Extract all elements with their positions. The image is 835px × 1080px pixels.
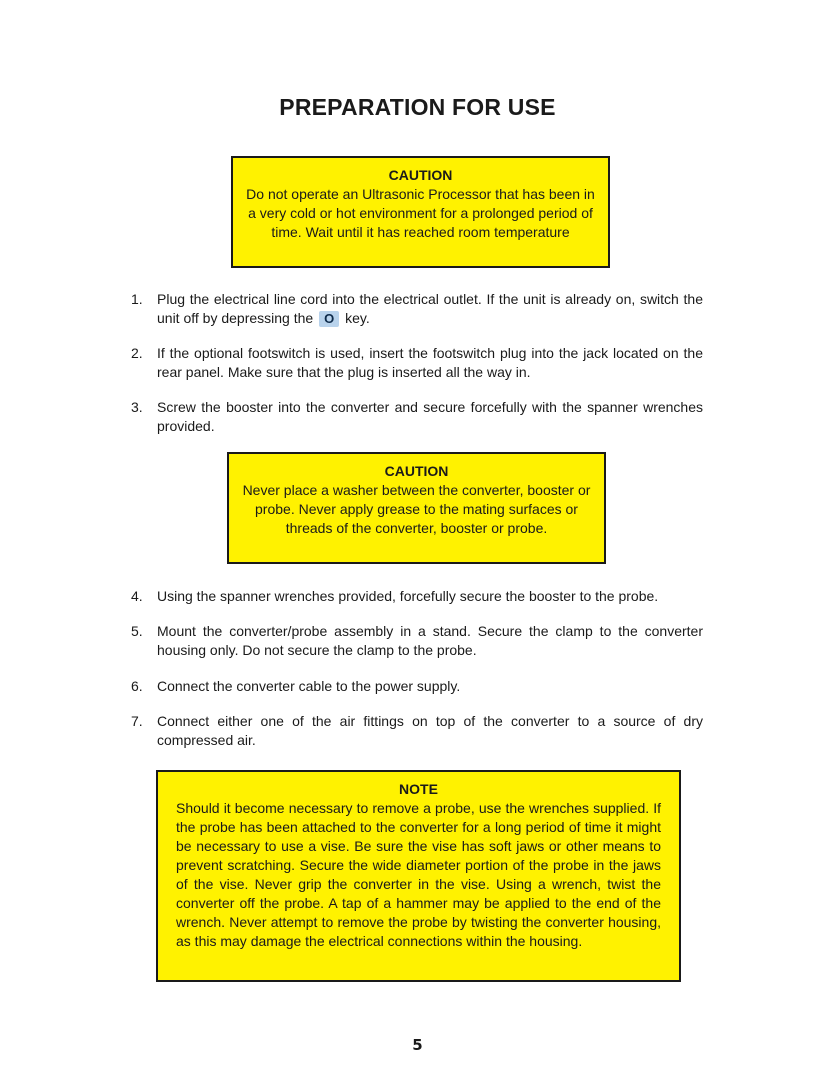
caution-box-washer: [227, 452, 606, 564]
step-number: 3.: [131, 399, 143, 415]
step-text: If the optional footswitch is used, insert the footswitch plug into the jack located on the rear panel. Make sure that the plug is inserted all the way in.: [157, 345, 703, 380]
step-text: Using the spanner wrenches provided, forcefully secure the booster to the probe.: [157, 588, 659, 604]
step-item-7: [131, 712, 703, 750]
page-title: PREPARATION FOR USE: [279, 94, 556, 120]
page-number: 5: [412, 1036, 423, 1054]
step-item-1: [131, 290, 703, 328]
step-item-5: [131, 622, 703, 660]
step-item-4: [131, 587, 703, 606]
caution-text: Do not operate an Ultrasonic Processor that has been in a very cold or hot environment for a prolonged period of time. Wait until it has reached room temperature: [246, 186, 595, 240]
step-text: Connect the converter cable to the power supply.: [157, 678, 461, 694]
caution-heading: CAUTION: [384, 463, 449, 479]
off-key-icon: O: [319, 311, 339, 327]
step-number: 1.: [131, 291, 143, 307]
step-text: Mount the converter/probe assembly in a stand. Secure the clamp to the converter housing only. Do not secure the clamp to the probe.: [157, 623, 703, 658]
step-item-2: [131, 344, 703, 382]
step-item-3: [131, 398, 703, 436]
caution-text: Never place a washer between the converter, booster or probe. Never apply grease to the mating surfaces or threads of the converter, booster or probe.: [242, 482, 591, 536]
step-text: Screw the booster into the converter and secure forcefully with the spanner wrenches provided.: [157, 399, 703, 434]
step-text: Connect either one of the air fittings on top of the converter to a source of dry compressed air.: [157, 713, 703, 748]
step-number: 2.: [131, 345, 143, 361]
step-number: 4.: [131, 588, 143, 604]
step-text: [157, 290, 703, 328]
note-heading: NOTE: [399, 781, 438, 797]
step-number: 6.: [131, 678, 143, 694]
caution-box-temperature: [231, 156, 610, 268]
note-box: [156, 770, 681, 982]
note-text: Should it become necessary to remove a probe, use the wrenches supplied. If the probe has been attached to the converter for a long period of time it might be necessary to use a vise. Be sure the vise has soft jaws or other means to prevent scratching. Secure the wide diameter portion of the probe in the jaws of the vise. Never grip the converter in the vise. Using a wrench, twist the converter off the probe. A tap of a hammer may be applied to the end of the wrench. Never attempt to remove the probe by twisting the converter housing, as this may damage the electrical connections within the housing.: [176, 800, 661, 949]
step-number: 5.: [131, 623, 143, 639]
caution-heading: CAUTION: [388, 167, 453, 183]
step-item-6: [131, 677, 703, 696]
step-number: 7.: [131, 713, 143, 729]
step-text-part: Plug the electrical line cord into the electrical outlet. If the unit is already on, switch the unit off by depressing the: [157, 291, 703, 326]
step-text-part: key.: [345, 310, 370, 326]
